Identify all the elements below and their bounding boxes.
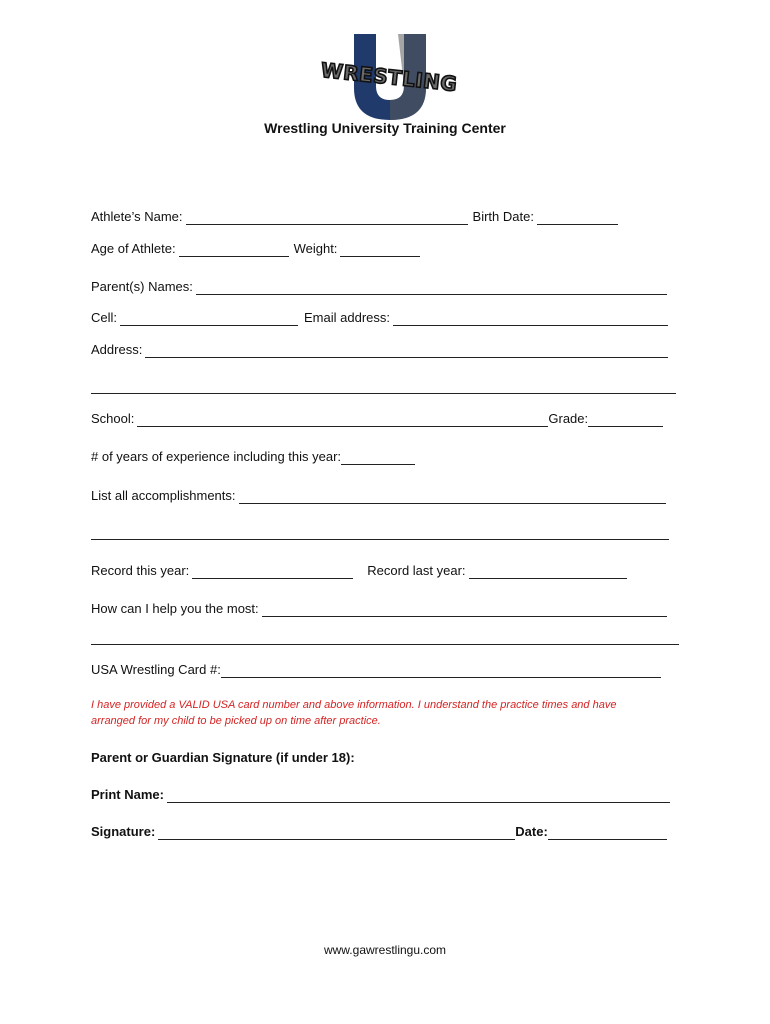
signature-heading: Parent or Guardian Signature (if under 18): bbox=[91, 750, 355, 765]
record-last-year-field[interactable] bbox=[469, 565, 627, 579]
weight-field[interactable] bbox=[340, 243, 420, 257]
form-title: Wrestling University Training Center bbox=[264, 120, 506, 136]
record-this-year-field[interactable] bbox=[192, 565, 353, 579]
usa-card-label: USA Wrestling Card #: bbox=[91, 662, 221, 677]
print-name-label: Print Name: bbox=[91, 787, 164, 802]
experience-label: # of years of experience including this year: bbox=[91, 449, 342, 464]
experience-field[interactable] bbox=[341, 451, 415, 465]
grade-field[interactable] bbox=[588, 413, 663, 427]
signature-field[interactable] bbox=[158, 826, 515, 840]
help-label: How can I help you the most: bbox=[91, 601, 259, 616]
help-field[interactable] bbox=[262, 603, 667, 617]
usa-card-row bbox=[91, 662, 661, 678]
athlete-name-label: Athlete’s Name: bbox=[91, 209, 183, 224]
school-label: School: bbox=[91, 411, 135, 426]
records-row bbox=[91, 563, 627, 579]
signature-row bbox=[91, 824, 667, 840]
address-row bbox=[91, 342, 668, 358]
signature-label: Signature: bbox=[91, 824, 156, 839]
record-this-year-label: Record this year: bbox=[91, 563, 190, 578]
school-field[interactable] bbox=[137, 413, 548, 427]
help-row bbox=[91, 601, 667, 617]
address-line-2[interactable] bbox=[91, 393, 676, 394]
cell-field[interactable] bbox=[120, 312, 298, 326]
email-field[interactable] bbox=[393, 312, 668, 326]
birth-date-field[interactable] bbox=[537, 211, 618, 225]
accomplishments-field[interactable] bbox=[239, 490, 666, 504]
age-weight-row bbox=[91, 241, 420, 257]
print-name-field[interactable] bbox=[167, 789, 670, 803]
birth-date-label: Birth Date: bbox=[472, 209, 534, 224]
weight-label: Weight: bbox=[293, 241, 338, 256]
accomplishments-row bbox=[91, 488, 666, 504]
parents-row bbox=[91, 279, 667, 295]
print-name-row bbox=[91, 787, 670, 803]
accomplishments-label: List all accomplishments: bbox=[91, 488, 236, 503]
usa-card-field[interactable] bbox=[221, 664, 661, 678]
grade-label: Grade: bbox=[548, 411, 589, 426]
notice-text: I have provided a VALID USA card number and above information. I understand the practice times and have arranged for my child to be picked up on time after practice. bbox=[91, 699, 617, 727]
parents-label: Parent(s) Names: bbox=[91, 279, 193, 294]
athlete-name-row bbox=[91, 209, 618, 225]
logo-text: WRESTLING bbox=[319, 57, 459, 97]
record-last-year-label: Record last year: bbox=[367, 563, 466, 578]
accomplishments-line-2[interactable] bbox=[91, 539, 669, 540]
date-label: Date: bbox=[515, 824, 548, 839]
help-line-2[interactable] bbox=[91, 644, 679, 645]
address-label: Address: bbox=[91, 342, 143, 357]
parents-field[interactable] bbox=[196, 281, 667, 295]
cell-label: Cell: bbox=[91, 310, 118, 325]
footer-website: www.gawrestlingu.com bbox=[323, 943, 447, 957]
wrestling-u-logo bbox=[316, 30, 462, 122]
date-field[interactable] bbox=[548, 826, 667, 840]
athlete-name-field[interactable] bbox=[186, 211, 468, 225]
address-field[interactable] bbox=[145, 344, 668, 358]
experience-row bbox=[91, 449, 415, 465]
age-field[interactable] bbox=[179, 243, 289, 257]
email-label: Email address: bbox=[304, 310, 390, 325]
contact-row bbox=[91, 310, 668, 326]
school-row bbox=[91, 411, 663, 427]
age-label: Age of Athlete: bbox=[91, 241, 176, 256]
